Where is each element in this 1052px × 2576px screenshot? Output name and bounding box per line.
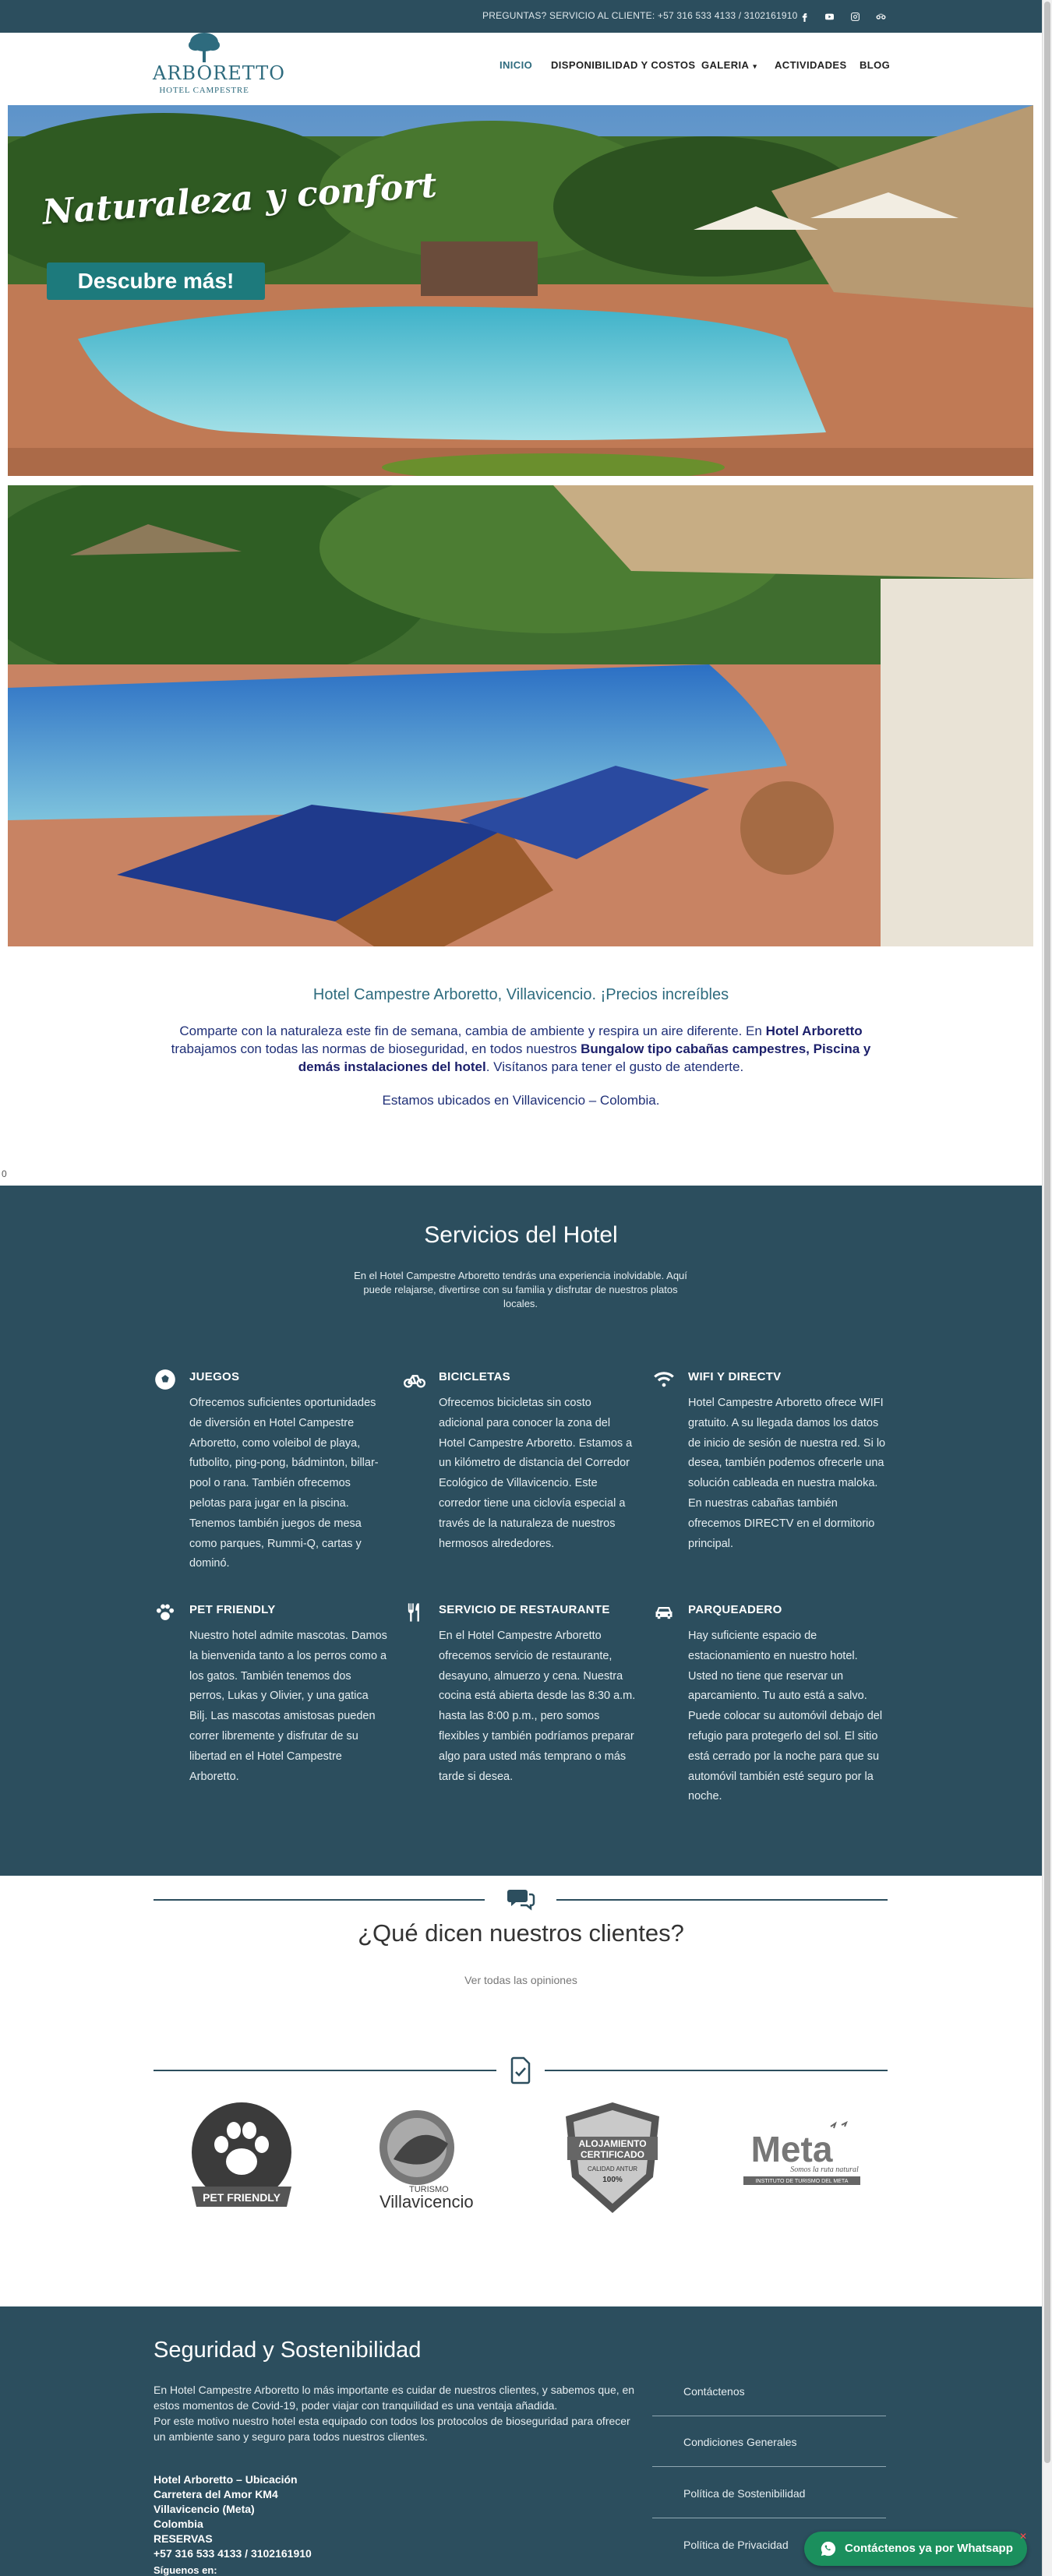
- nav-disponibilidad[interactable]: DISPONIBILIDAD Y COSTOS: [551, 59, 696, 71]
- contact-info: PREGUNTAS? SERVICIO AL CLIENTE: +57 316 533 4133 / 3102161910: [482, 10, 798, 21]
- nav-blog[interactable]: BLOG: [860, 59, 891, 71]
- intro-bold-1: Hotel Arboretto: [765, 1024, 863, 1038]
- service-text: Ofrecemos suficientes oportunidades de diversión en Hotel Campestre Arboretto, como voleibol de playa, futbolito, ping-pong, bádminton, billar-pool o rana. También ofrecemos pelotas para jugar en la piscina. Tenemos también juegos de mesa como parques, Rummi-Q, cartas y dominó.: [189, 1397, 379, 1570]
- pool-loungers-photo: [8, 485, 1033, 946]
- hero-slide: [8, 105, 1033, 476]
- badge-aloj-1: ALOJAMIENTO: [578, 2138, 647, 2149]
- intro-location: Estamos ubicados en Villavicencio – Colombia.: [382, 1093, 660, 1108]
- turismo-villavicencio-logo: [362, 2105, 495, 2214]
- badge-pet-text: PET FRIENDLY: [203, 2191, 281, 2204]
- close-icon[interactable]: ✕: [1018, 2531, 1028, 2542]
- facebook-icon[interactable]: [796, 8, 813, 25]
- footer-link-sustainability[interactable]: Política de Sostenibilidad: [683, 2487, 806, 2500]
- badge-turismo-small: TURISMO: [409, 2185, 449, 2194]
- youtube-icon[interactable]: [821, 8, 838, 25]
- alojamiento-certificado-badge: [558, 2099, 667, 2216]
- service-title: WIFI Y DIRECTV: [688, 1370, 782, 1383]
- footer-text: [154, 2382, 637, 2444]
- divider-left: [154, 1899, 485, 1901]
- intro-text-2: trabajamos con todas las normas de bioseguridad, en todos nuestros: [171, 1041, 581, 1056]
- nav-galeria-label: GALERIA: [701, 59, 750, 71]
- service-title: BICICLETAS: [439, 1370, 510, 1383]
- badge-aloj-3: CALIDAD ANTUR: [587, 2165, 638, 2173]
- cutlery-icon: [403, 1602, 429, 1625]
- badge-meta-word: Meta: [750, 2129, 833, 2169]
- service-text: Nuestro hotel admite mascotas. Damos la bienvenida tanto a los perros como a los gatos. También tenemos dos perros, Lukas y Olivier, y una gatica Bilj. Las mascotas amistosas pueden correr libremente y disfrutar de su libertad en el Hotel Campestre Arboretto.: [189, 1630, 387, 1783]
- service-title: PARQUEADERO: [688, 1603, 782, 1616]
- intro-text-1: Comparte con la naturaleza este fin de semana, cambia de ambiente y respira un aire diferente. En: [179, 1024, 766, 1038]
- service-title: SERVICIO DE RESTAURANTE: [439, 1603, 610, 1616]
- discover-button[interactable]: Descubre más!: [47, 263, 265, 300]
- wifi-icon: [652, 1369, 679, 1392]
- services-subtitle: En el Hotel Campestre Arboretto tendrás una experiencia inolvidable. Aquí puede relajarse, divertirse con su familia y disfrutar de nuestros platos locales.: [354, 1270, 687, 1309]
- footer-para-1: En Hotel Campestre Arboretto lo más importante es cuidar de nuestros clientes, y sabemos que, en estos momentos de Covid-19, poder viajar con tranquilidad es una ventaja añadida.: [154, 2384, 635, 2412]
- service-text: Ofrecemos bicicletas sin costo adicional para conocer la zona del Hotel Campestre Arboretto. Estamos a un kilómetro de distancia del Corredor Ecológico de Villavicencio. Este corredor tiene una ciclovía especial a través de la naturaleza de nuestros hermosos alrededores.: [439, 1397, 633, 1550]
- address-line: +57 316 533 4133 / 3102161910: [154, 2547, 312, 2560]
- tripadvisor-icon[interactable]: [872, 8, 889, 25]
- badge-turismo-city: Villavicencio: [379, 2192, 474, 2211]
- footer-link-conditions[interactable]: Condiciones Generales: [683, 2436, 797, 2448]
- footer-link-privacy[interactable]: Política de Privacidad: [683, 2539, 789, 2551]
- whatsapp-button[interactable]: [804, 2532, 1027, 2566]
- pet-friendly-badge: [187, 2099, 296, 2216]
- paw-icon: [154, 1602, 180, 1625]
- testimonials-title: ¿Qué dicen nuestros clientes?: [358, 1919, 684, 1947]
- address-line: Villavicencio (Meta): [154, 2503, 255, 2515]
- top-bar: [0, 0, 1042, 33]
- footer-separator: [652, 2466, 886, 2467]
- services-title: Servicios del Hotel: [424, 1222, 618, 1248]
- chevron-down-icon: ▾: [753, 62, 757, 70]
- address-line: Carretera del Amor KM4: [154, 2488, 278, 2500]
- follow-us-label: Síguenos en:: [154, 2564, 217, 2576]
- intro-title: Hotel Campestre Arboretto, Villavicencio. ¡Precios increíbles: [312, 986, 729, 1003]
- divider-right: [556, 1899, 888, 1901]
- service-text: Hay suficiente espacio de estacionamiento en nuestro hotel. Usted no tiene que reservar un aparcamiento. Tu auto está a salvo. Puede colocar su automóvil debajo del refugio para protegerlo del sol. El sitio está cerrado por la noche para que su automóvil también esté seguro por la noche.: [688, 1630, 883, 1803]
- services-section: [0, 1186, 1042, 1876]
- badge-meta-inst: INSTITUTO DE TURISMO DEL META: [755, 2179, 849, 2184]
- footer-para-2: Por este motivo nuestro hotel esta equipado con todos los protocolos de bioseguridad para ofrecer un ambiente sano y seguro para todos nuestros clientes.: [154, 2415, 630, 2443]
- comments-icon: [505, 1884, 536, 1915]
- intro-text-3: . Visítanos para tener el gusto de atenderte.: [485, 1059, 744, 1074]
- whatsapp-label: Contáctenos ya por Whatsapp: [845, 2542, 1013, 2555]
- divider-right: [545, 2070, 888, 2071]
- tree-logo-icon: [185, 31, 223, 64]
- address-line: Colombia: [154, 2518, 203, 2530]
- address-line: RESERVAS: [154, 2532, 213, 2545]
- badge-meta-tag: Somos la ruta natural: [790, 2165, 859, 2174]
- whatsapp-icon: [820, 2540, 837, 2557]
- stray-text: 0: [2, 1168, 7, 1179]
- scrollbar[interactable]: [1042, 0, 1052, 2576]
- intro-paragraph: [168, 1022, 874, 1076]
- divider-left: [154, 2070, 496, 2071]
- scrollbar-thumb[interactable]: [1044, 2, 1050, 2463]
- logo-brand: ARBORETTO: [153, 62, 285, 84]
- intro-bold-2: Bungalow tipo cabañas campestres, Piscina y demás instalaciones del hotel: [298, 1041, 871, 1074]
- footer-address: [154, 2472, 312, 2561]
- pool-gallery-image: [8, 485, 1033, 946]
- instagram-icon[interactable]: [846, 8, 863, 25]
- footer-link-contact[interactable]: Contáctenos: [683, 2385, 745, 2398]
- nav-inicio[interactable]: INICIO: [500, 59, 533, 71]
- service-title: PET FRIENDLY: [189, 1603, 276, 1616]
- bicycle-icon: [403, 1369, 429, 1392]
- logo-subtitle: HOTEL CAMPESTRE: [159, 86, 249, 95]
- hero-title: Naturaleza y confort: [41, 165, 439, 233]
- service-text: Hotel Campestre Arboretto ofrece WIFI gratuito. A su llegada damos los datos de inicio de sesión de nuestra red. Si lo desea, también podemos ofrecerle una solución cableada en nuestra maloka. En nuestras cabañas también ofrecemos DIRECTV en el dormitorio principal.: [688, 1397, 886, 1550]
- car-icon: [652, 1602, 679, 1625]
- nav-actividades[interactable]: ACTIVIDADES: [775, 59, 847, 71]
- badge-aloj-4: 100%: [602, 2176, 623, 2184]
- footer-title: Seguridad y Sostenibilidad: [154, 2338, 422, 2363]
- certificate-icon: [505, 2055, 536, 2086]
- badge-aloj-2: CERTIFICADO: [581, 2149, 644, 2160]
- soccer-ball-icon: [154, 1369, 180, 1392]
- meta-tourism-logo: [737, 2119, 870, 2197]
- nav-galeria[interactable]: [701, 59, 757, 71]
- service-text: En el Hotel Campestre Arboretto ofrecemos servicio de restaurante, desayuno, almuerzo y cena. Nuestra cocina está abierta desde las 8:30 a.m. hasta las 8:00 p.m., pero somos flexibles y también podríamos preparar algo para usted más temprano o más tarde si desea.: [439, 1630, 636, 1783]
- view-reviews-link[interactable]: Ver todas las opiniones: [464, 1974, 577, 1986]
- address-line: Hotel Arboretto – Ubicación: [154, 2473, 298, 2486]
- service-title: JUEGOS: [189, 1370, 240, 1383]
- site-logo[interactable]: [153, 31, 285, 97]
